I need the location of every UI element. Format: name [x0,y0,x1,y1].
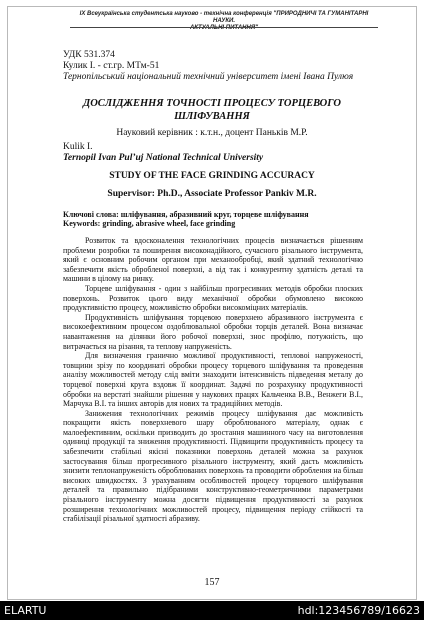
page-number: 157 [204,577,220,588]
conference-header-line1: IX Всеукраїнська студентська науково - технічна конференція "ПРИРОДНИЧІ ТА ГУМАНІТАРНІ НАУКИ. [79,11,369,24]
title-uk [72,97,352,123]
conference-header-line2: АКТУАЛЬНІ ПИТАННЯ" [189,25,259,31]
handle-link[interactable]: hdl:123456789/16623 [297,604,420,617]
keywords-uk: Ключові слова: шліфування, абразивний круг, торцеве шліфування [63,210,309,219]
header-rule [70,27,378,28]
affiliation-en-text: Ternopil Ivan Pul’uj National Technical University [63,153,264,163]
body-text [63,236,363,524]
paragraph: Торцеве шліфування - один з найбільш прогресивних методів обробки плоских поверхонь. Розвиток цього виду механічної обробки обумовлено високою продуктивністю процесу, можливістю обробки високоміцних матеріалів. [63,283,363,313]
repository-footer-bar [0,601,424,620]
author-en: Kulik I. [63,142,93,152]
udc-code: УДК 531.374 [63,50,115,60]
paragraph: Занижения технологічних режимів процесу шліфування дає можливість покращити якість поверхневого шару оброблюваного матеріалу, однак є малоефективним, оскільки призводить до зростання машинного часу на виготовлення одиниці продукції та зниження продуктивності. Підвищити продуктивність процесу та забезпечити стабільні якісні показники поверхонь деталей можна за рахунок застосування більш прогресивного різального інструменту, який дасть можливість знизити теплонапруженість оброблюваних поверхонь та проводити оброблення на більш високих швидкостях. З урахуванням особливостей процесу торцевого шліфування деталей та правильно підібраними конструктивно-геометричними параметрами різального інструменту можна досягти підвищення продуктивності за рахунок розширення технологічних можливостей процесу, підвищення періоду стійкості та стабілізації різальної здатності абразиву. [63,408,363,524]
paragraph: Розвиток та вдосконалення технологічних процесів визначається рішенням проблеми розробки та поширення високонадійного, сучасного різального інструмента, який є основним робочим органом при механообробці, який здатний технологічно забезпечити якість обробленої поверхні, а від так і конкурентну здатність деталі та машини в цілому на ринку. [63,236,363,284]
conference-header [70,11,378,32]
affiliation-en [63,153,263,163]
title-uk-line2: ШЛІФУВАННЯ [174,111,250,122]
author-uk: Кулик І. - ст.гр. МТм-51 [63,61,160,71]
repository-name: ELARTU [4,604,47,617]
university-uk: Тернопільський національний технічний університет імені Івана Пулюя [63,72,354,82]
supervisor-en: Supervisor: Ph.D., Associate Professor Pankiv M.R. [107,189,317,199]
paragraph: Для визначення гранично можливої продуктивності, тепловоі напруженості, товщини зрізу по координаті обробки процесу торцевого шліфування та проведення аналізу можливостей методу слід вміти знаходити інтенсивність підведення металу до торцевої поверхні круга вздовж її координат. Задачі по розрахунку продуктивності обробки на верстаті знайшли рішення у наукових працях Кальченка В.В., Венжеги В.І., Марчука В.І. та інших авторів для нових та традиційних методів. [63,351,363,409]
title-uk-line1: ДОСЛІДЖЕННЯ ТОЧНОСТІ ПРОЦЕСУ ТОРЦЕВОГО [83,98,341,109]
title-en: STUDY OF THE FACE GRINDING ACCURACY [109,171,315,181]
supervisor-uk: Науковий керівник : к.т.н., доцент Паньків М.Р. [116,128,308,138]
paragraph: Продуктивність шліфування торцевою поверхнею абразивного інструмента є високоефективним процесом оздоблювальної обробки торців деталей. Вона визначає навантаження на ділянки його робочої поверхні, знос профілю, потужність, що витрачається на різання, та теплову напруженість. [63,312,363,351]
keywords-en: Keywords: grinding, abrasive wheel, face grinding [63,219,236,228]
